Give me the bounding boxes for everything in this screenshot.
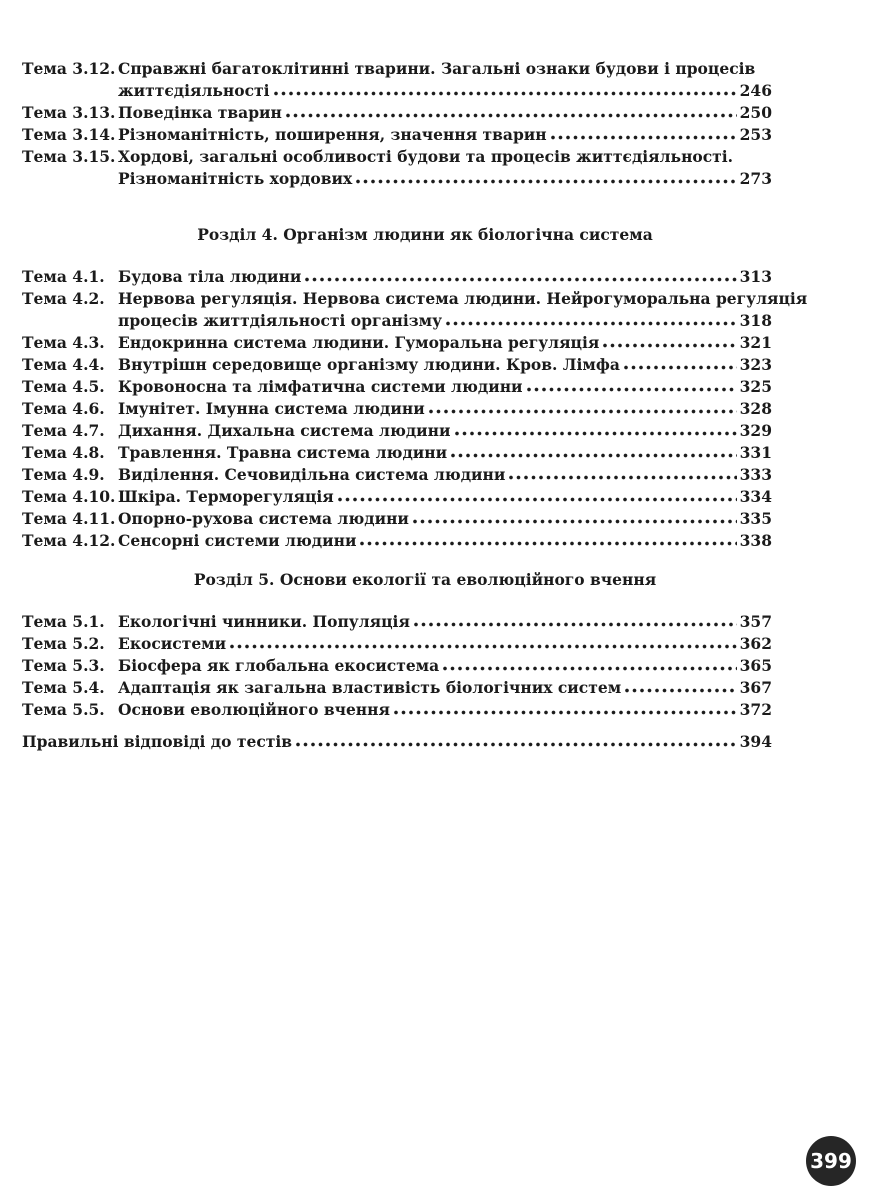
entry-number: Тема 4.9. bbox=[22, 465, 105, 484]
entry-title: Основи еволюційного вчення bbox=[118, 700, 390, 719]
toc-entry-continuation bbox=[22, 80, 772, 102]
entry-title: Травлення. Травна система людини bbox=[118, 443, 448, 462]
dot-leader bbox=[360, 541, 736, 546]
toc-entry bbox=[22, 266, 772, 288]
entry-title: Екологічні чинники. Популяція bbox=[118, 612, 410, 631]
toc-entry bbox=[22, 611, 772, 633]
dot-leader bbox=[455, 431, 737, 436]
entry-title: Кровоносна та лімфатична системи людини bbox=[118, 377, 523, 396]
dot-leader bbox=[414, 622, 737, 627]
entry-page: 334 bbox=[739, 487, 772, 506]
entry-number: Тема 4.7. bbox=[22, 421, 105, 440]
toc-entry bbox=[22, 146, 772, 168]
toc-entry bbox=[22, 58, 772, 80]
toc-entry bbox=[22, 699, 772, 721]
entry-page: 365 bbox=[739, 656, 772, 675]
entry-title: Різноманітність, поширення, значення тварин bbox=[118, 125, 547, 144]
entry-number: Тема 5.1. bbox=[22, 612, 105, 631]
entry-number: Тема 5.2. bbox=[22, 634, 105, 653]
dot-leader bbox=[394, 710, 737, 715]
toc-entry bbox=[22, 102, 772, 124]
toc-entry bbox=[22, 464, 772, 486]
entry-page: 325 bbox=[739, 377, 772, 396]
dot-leader bbox=[338, 497, 737, 502]
entry-title: Біосфера як глобальна екосистема bbox=[118, 656, 440, 675]
entry-page: 338 bbox=[739, 531, 772, 550]
dot-leader bbox=[451, 453, 737, 458]
entry-title: Виділення. Сечовидільна система людини bbox=[118, 465, 506, 484]
toc-entry bbox=[22, 288, 808, 310]
entry-page: 328 bbox=[739, 399, 772, 418]
entry-page: 313 bbox=[739, 267, 772, 286]
page-number: 399 bbox=[810, 1149, 852, 1173]
entry-title: процесів життдіяльності організму bbox=[118, 311, 443, 330]
entry-page: 333 bbox=[739, 465, 772, 484]
dot-leader bbox=[446, 321, 737, 326]
dot-leader bbox=[551, 135, 737, 140]
entry-number: Тема 4.8. bbox=[22, 443, 105, 462]
answers-entry bbox=[22, 731, 772, 753]
entry-number: Тема 4.3. bbox=[22, 333, 105, 352]
entry-number: Тема 5.4. bbox=[22, 678, 105, 697]
entry-number: Тема 4.6. bbox=[22, 399, 105, 418]
entry-page: 321 bbox=[739, 333, 772, 352]
dot-leader bbox=[296, 742, 737, 747]
entry-number: Тема 4.5. bbox=[22, 377, 105, 396]
entry-number: Тема 3.12. bbox=[22, 59, 116, 78]
dot-leader bbox=[603, 343, 736, 348]
dot-leader bbox=[286, 113, 737, 118]
entry-page: 357 bbox=[739, 612, 772, 631]
toc-entry bbox=[22, 530, 772, 552]
entry-title: Імунітет. Імунна система людини bbox=[118, 399, 425, 418]
dot-leader bbox=[413, 519, 737, 524]
entry-number: Тема 5.5. bbox=[22, 700, 105, 719]
entry-number: Тема 4.4. bbox=[22, 355, 105, 374]
toc-entry bbox=[22, 420, 772, 442]
entry-page: 329 bbox=[739, 421, 772, 440]
section-heading: Розділ 5. Основи екології та еволюційного вчення bbox=[193, 570, 657, 589]
dot-leader bbox=[305, 277, 736, 282]
entry-title: Опорно-рухова система людини bbox=[118, 509, 409, 528]
toc-entry bbox=[22, 486, 772, 508]
toc-entry bbox=[22, 332, 772, 354]
entry-title: Хордові, загальні особливості будови та процесів життєдіяльності. bbox=[118, 147, 734, 166]
toc-entry bbox=[22, 376, 772, 398]
toc-entry bbox=[22, 124, 772, 146]
entry-title: Будова тіла людини bbox=[118, 267, 302, 286]
entry-number: Тема 3.13. bbox=[22, 103, 116, 122]
entry-title: життєдіяльності bbox=[118, 81, 270, 100]
entry-page: 372 bbox=[739, 700, 772, 719]
dot-leader bbox=[509, 475, 736, 480]
toc-entry-continuation bbox=[22, 168, 772, 190]
dot-leader bbox=[624, 365, 737, 370]
dot-leader bbox=[356, 179, 736, 184]
entry-number: Тема 4.2. bbox=[22, 289, 105, 308]
entry-number: Тема 4.11. bbox=[22, 509, 116, 528]
dot-leader bbox=[527, 387, 737, 392]
entry-title: Дихання. Дихальна система людини bbox=[118, 421, 451, 440]
entry-number: Тема 4.12. bbox=[22, 531, 116, 550]
dot-leader bbox=[443, 666, 736, 671]
section-heading: Розділ 4. Організм людини як біологічна система bbox=[197, 225, 653, 244]
entry-page: 367 bbox=[739, 678, 772, 697]
toc-entry bbox=[22, 633, 772, 655]
entry-page: 246 bbox=[739, 81, 772, 100]
entry-number: Тема 3.14. bbox=[22, 125, 116, 144]
toc-entry bbox=[22, 655, 772, 677]
entry-title: Внутрішн середовище організму людини. Кров. Лімфа bbox=[118, 355, 620, 374]
entry-number: Тема 4.10. bbox=[22, 487, 116, 506]
entry-number: Тема 4.1. bbox=[22, 267, 105, 286]
toc-entry bbox=[22, 354, 772, 376]
toc-entry bbox=[22, 442, 772, 464]
toc-entry bbox=[22, 677, 772, 699]
toc-entry-continuation bbox=[22, 310, 772, 332]
entry-page: 394 bbox=[739, 732, 772, 751]
entry-page: 331 bbox=[739, 443, 772, 462]
entry-number: Тема 3.15. bbox=[22, 147, 116, 166]
entry-page: 335 bbox=[739, 509, 772, 528]
entry-title: Адаптація як загальна властивість біологічних систем bbox=[118, 678, 622, 697]
toc-entry bbox=[22, 508, 772, 530]
toc-entry bbox=[22, 398, 772, 420]
page-number-badge bbox=[806, 1136, 856, 1186]
dot-leader bbox=[274, 91, 737, 96]
entry-title: Сенсорні системи людини bbox=[118, 531, 357, 550]
entry-page: 250 bbox=[739, 103, 772, 122]
entry-number: Тема 5.3. bbox=[22, 656, 105, 675]
entry-page: 253 bbox=[739, 125, 772, 144]
dot-leader bbox=[429, 409, 737, 414]
entry-page: 318 bbox=[739, 311, 772, 330]
entry-title: Нервова регуляція. Нервова система людини. Нейрогуморальна регуляція bbox=[118, 289, 808, 308]
entry-title: Поведінка тварин bbox=[118, 103, 282, 122]
entry-title: Правильні відповіді до тестів bbox=[22, 732, 293, 751]
dot-leader bbox=[230, 644, 736, 649]
entry-page: 273 bbox=[739, 169, 772, 188]
entry-page: 323 bbox=[739, 355, 772, 374]
entry-title: Шкіра. Терморегуляція bbox=[118, 487, 334, 506]
entry-page: 362 bbox=[739, 634, 772, 653]
entry-title: Справжні багатоклітинні тварини. Загальні ознаки будови і процесів bbox=[118, 59, 756, 78]
dot-leader bbox=[625, 688, 736, 693]
entry-title: Екосистеми bbox=[118, 634, 227, 653]
entry-title: Різноманітність хордових bbox=[118, 169, 353, 188]
table-of-contents bbox=[22, 0, 808, 753]
entry-title: Ендокринна система людини. Гуморальна регуляція bbox=[118, 333, 600, 352]
